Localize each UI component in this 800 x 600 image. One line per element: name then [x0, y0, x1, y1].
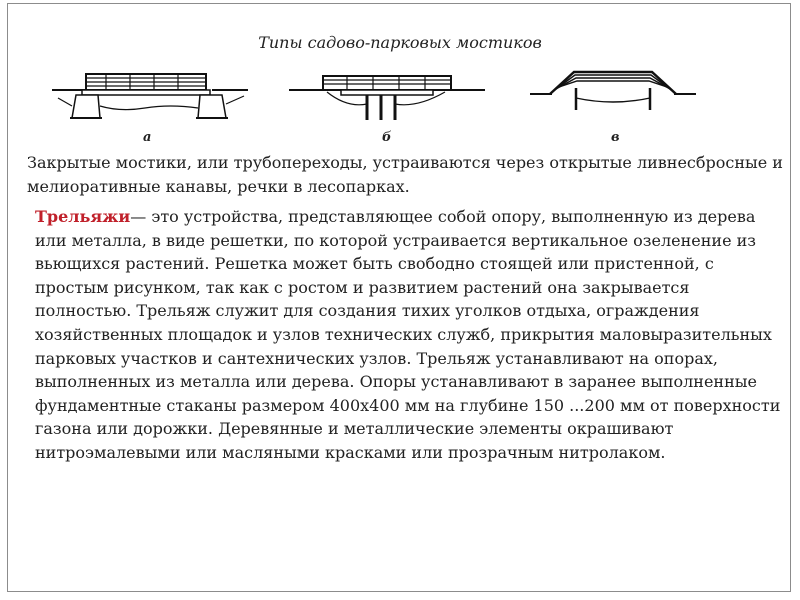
bridge-b-diagram-icon	[287, 68, 487, 130]
figure-label-b: б	[382, 130, 392, 145]
bridge-c-diagram-icon	[528, 68, 698, 130]
trellis-paragraph	[35, 205, 787, 465]
bridge-a-diagram-icon	[50, 68, 250, 130]
trellis-definition: — это устройства, представляющее собой опору, выполненную из дерева или металла, в виде решетки, по которой устраивается вертикальное озеленение из вьющихся растений. Решетка может быть свободно стоящей или пристенной, с простым рисунком, так как с ростом и развитием растений она закрывается полностью. Трельяж служит для создания тихих уголков отдыха, ограждения хозяйственных площадок и узлов технических служб, прикрытия маловыразительных парковых участков и сантехнических узлов. Трельяж устанавливают на опорах, выполненных из металла или дерева. Опоры устанавливают в заранее выполненные фундаментные стаканы размером 400х400 мм на глубине 150 ...200 мм от поверхности газона или дорожки. Деревянные и металлические элементы окрашивают нитроэмалевыми или масляными красками или прозрачным нитролаком.	[35, 207, 781, 462]
trellis-term: Трельяжи	[35, 207, 131, 226]
slide-title: Типы садово-парковых мостиков	[258, 33, 542, 52]
figure-label-c: в	[611, 130, 620, 145]
closed-bridges-paragraph: Закрытые мостики, или трубопереходы, устраиваются через открытые ливнесбросные и мелиоративные канавы, речки в лесопарках.	[27, 153, 783, 196]
figure-label-a: а	[143, 130, 152, 145]
